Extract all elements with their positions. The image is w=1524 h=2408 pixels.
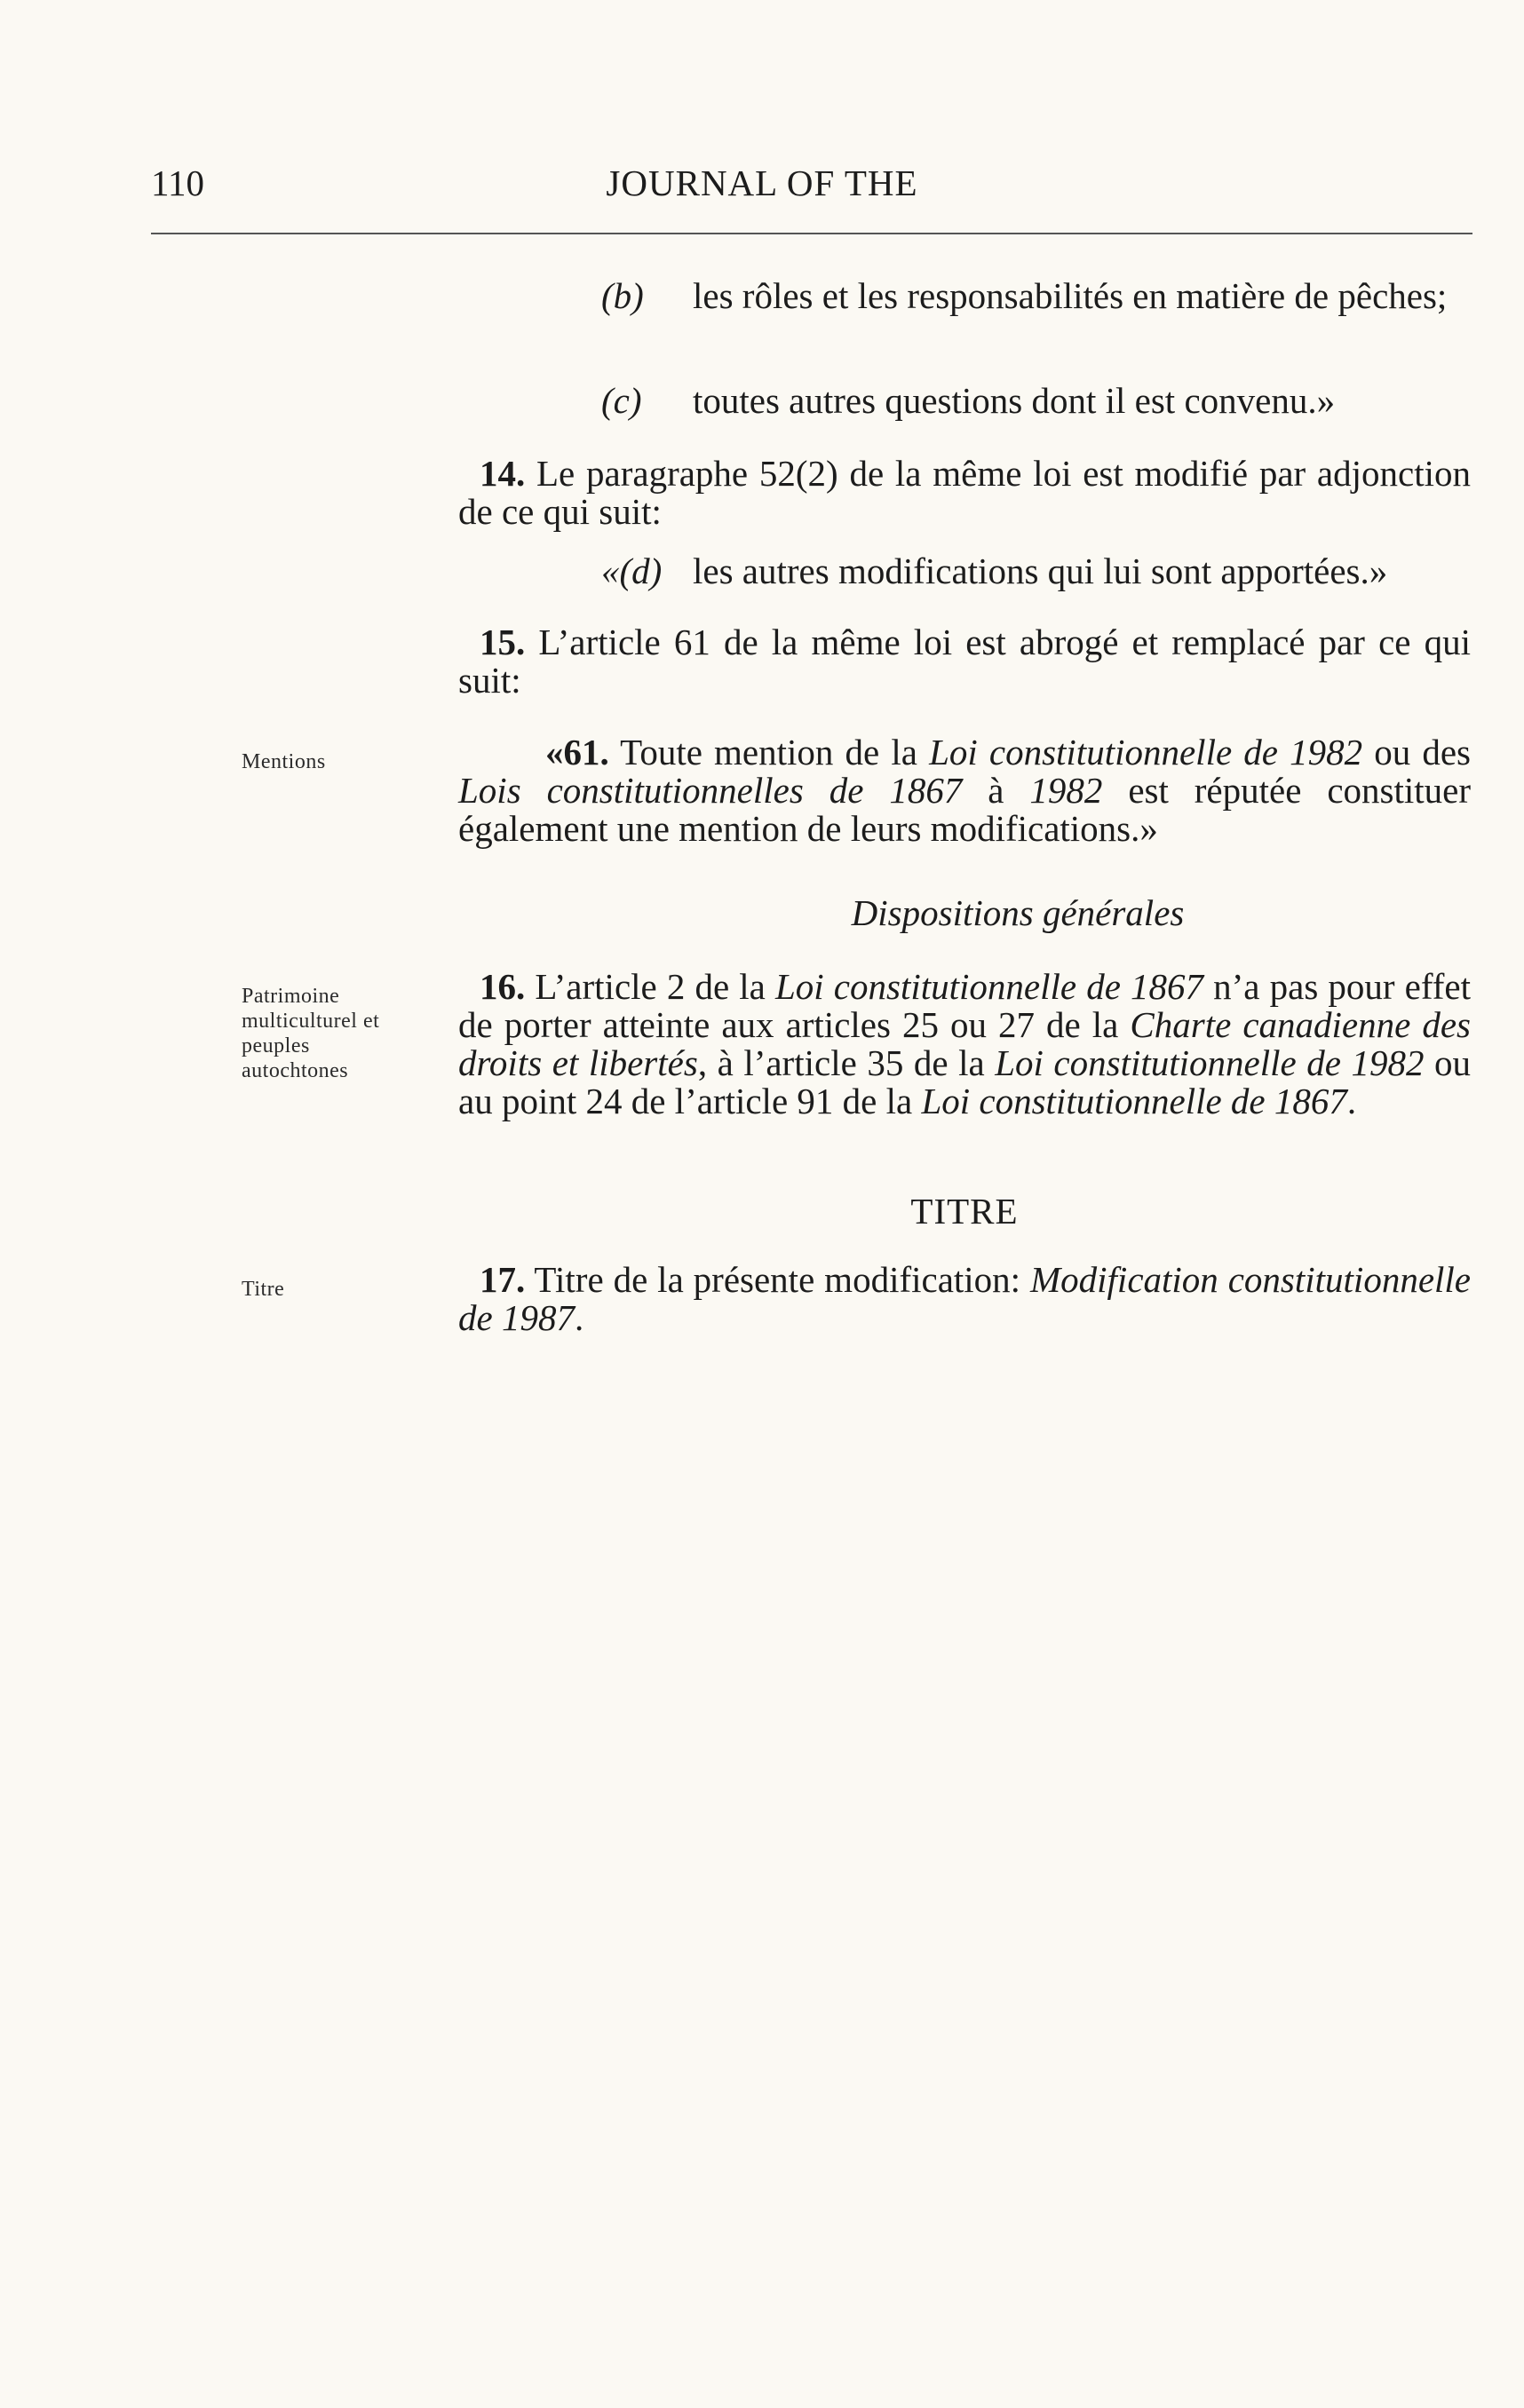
text-run: .: [574, 1297, 584, 1338]
text-run: Titre de la présente modification:: [534, 1259, 1021, 1300]
margin-note-patrimoine: Patrimoine multiculturel et peuples autochtones: [242, 985, 380, 1082]
section-17: [458, 1261, 1471, 1337]
item-text: les rôles et les responsabilités en matière de pêches;: [693, 275, 1448, 316]
item-label: (b): [601, 275, 644, 316]
running-head: JOURNAL OF THE: [606, 162, 918, 203]
text-run: .: [1346, 1081, 1357, 1121]
section-61: [458, 733, 1471, 848]
margin-note-titre: Titre: [242, 1278, 285, 1301]
act-title: Loi constitutionnelle de 1867: [921, 1081, 1347, 1121]
item-label: (c): [601, 380, 642, 421]
section-14: [458, 455, 1471, 531]
heading-titre: TITRE: [910, 1191, 1019, 1232]
charter-title: Charte canadienne des droits et libertés: [458, 1004, 1471, 1083]
text-run: , à l’article 35 de la: [697, 1042, 985, 1083]
act-title: Loi constitutionnelle de 1982: [929, 732, 1363, 772]
header-rule: [151, 233, 1472, 234]
section-text: L’article 61 de la même loi est abrogé et remplacé par ce qui suit:: [458, 622, 1471, 701]
list-item-d: [601, 552, 1472, 590]
section-number: 16.: [480, 966, 526, 1007]
list-item-b: [601, 277, 1472, 315]
act-title: Loi constitutionnelle de 1982: [995, 1042, 1425, 1083]
list-item-c: [601, 382, 1472, 420]
section-number: 14.: [480, 453, 526, 494]
item-label: «(d): [601, 551, 663, 591]
amendment-title: Modification constitutionnelle de 1987: [458, 1259, 1472, 1338]
item-text: les autres modifications qui lui sont apportées.»: [693, 551, 1388, 591]
text-run: à: [988, 770, 1004, 811]
act-title: Loi constitutionnelle de 1867: [775, 966, 1204, 1007]
section-text: Le paragraphe 52(2) de la même loi est modifié par adjonction de ce qui suit:: [458, 453, 1471, 532]
text-run: L’article 2 de la: [535, 966, 766, 1007]
section-number: «61.: [545, 732, 609, 772]
section-15: [458, 623, 1471, 700]
margin-note-mentions: Mentions: [242, 750, 326, 773]
section-number: 17.: [480, 1259, 526, 1300]
text-run: ou des: [1374, 732, 1472, 772]
item-text: toutes autres questions dont il est convenu.»: [693, 380, 1336, 421]
text-run: Toute mention de la: [620, 732, 917, 772]
section-16: [458, 968, 1471, 1121]
page-number: 110: [151, 162, 204, 203]
act-year: 1982: [1029, 770, 1103, 811]
text-run: n’a pas pour effet de porter atteinte aux articles 25 ou 27 de la: [458, 966, 1472, 1045]
section-number: 15.: [480, 622, 526, 662]
act-title: Lois constitutionnelles de 1867: [458, 770, 963, 811]
text-run: ou au point 24 de l’article 91 de la: [458, 1042, 1472, 1121]
text-run: est réputée constituer également une mention de leurs modifications.»: [458, 770, 1472, 849]
heading-dispositions-generales: Dispositions générales: [851, 892, 1185, 933]
